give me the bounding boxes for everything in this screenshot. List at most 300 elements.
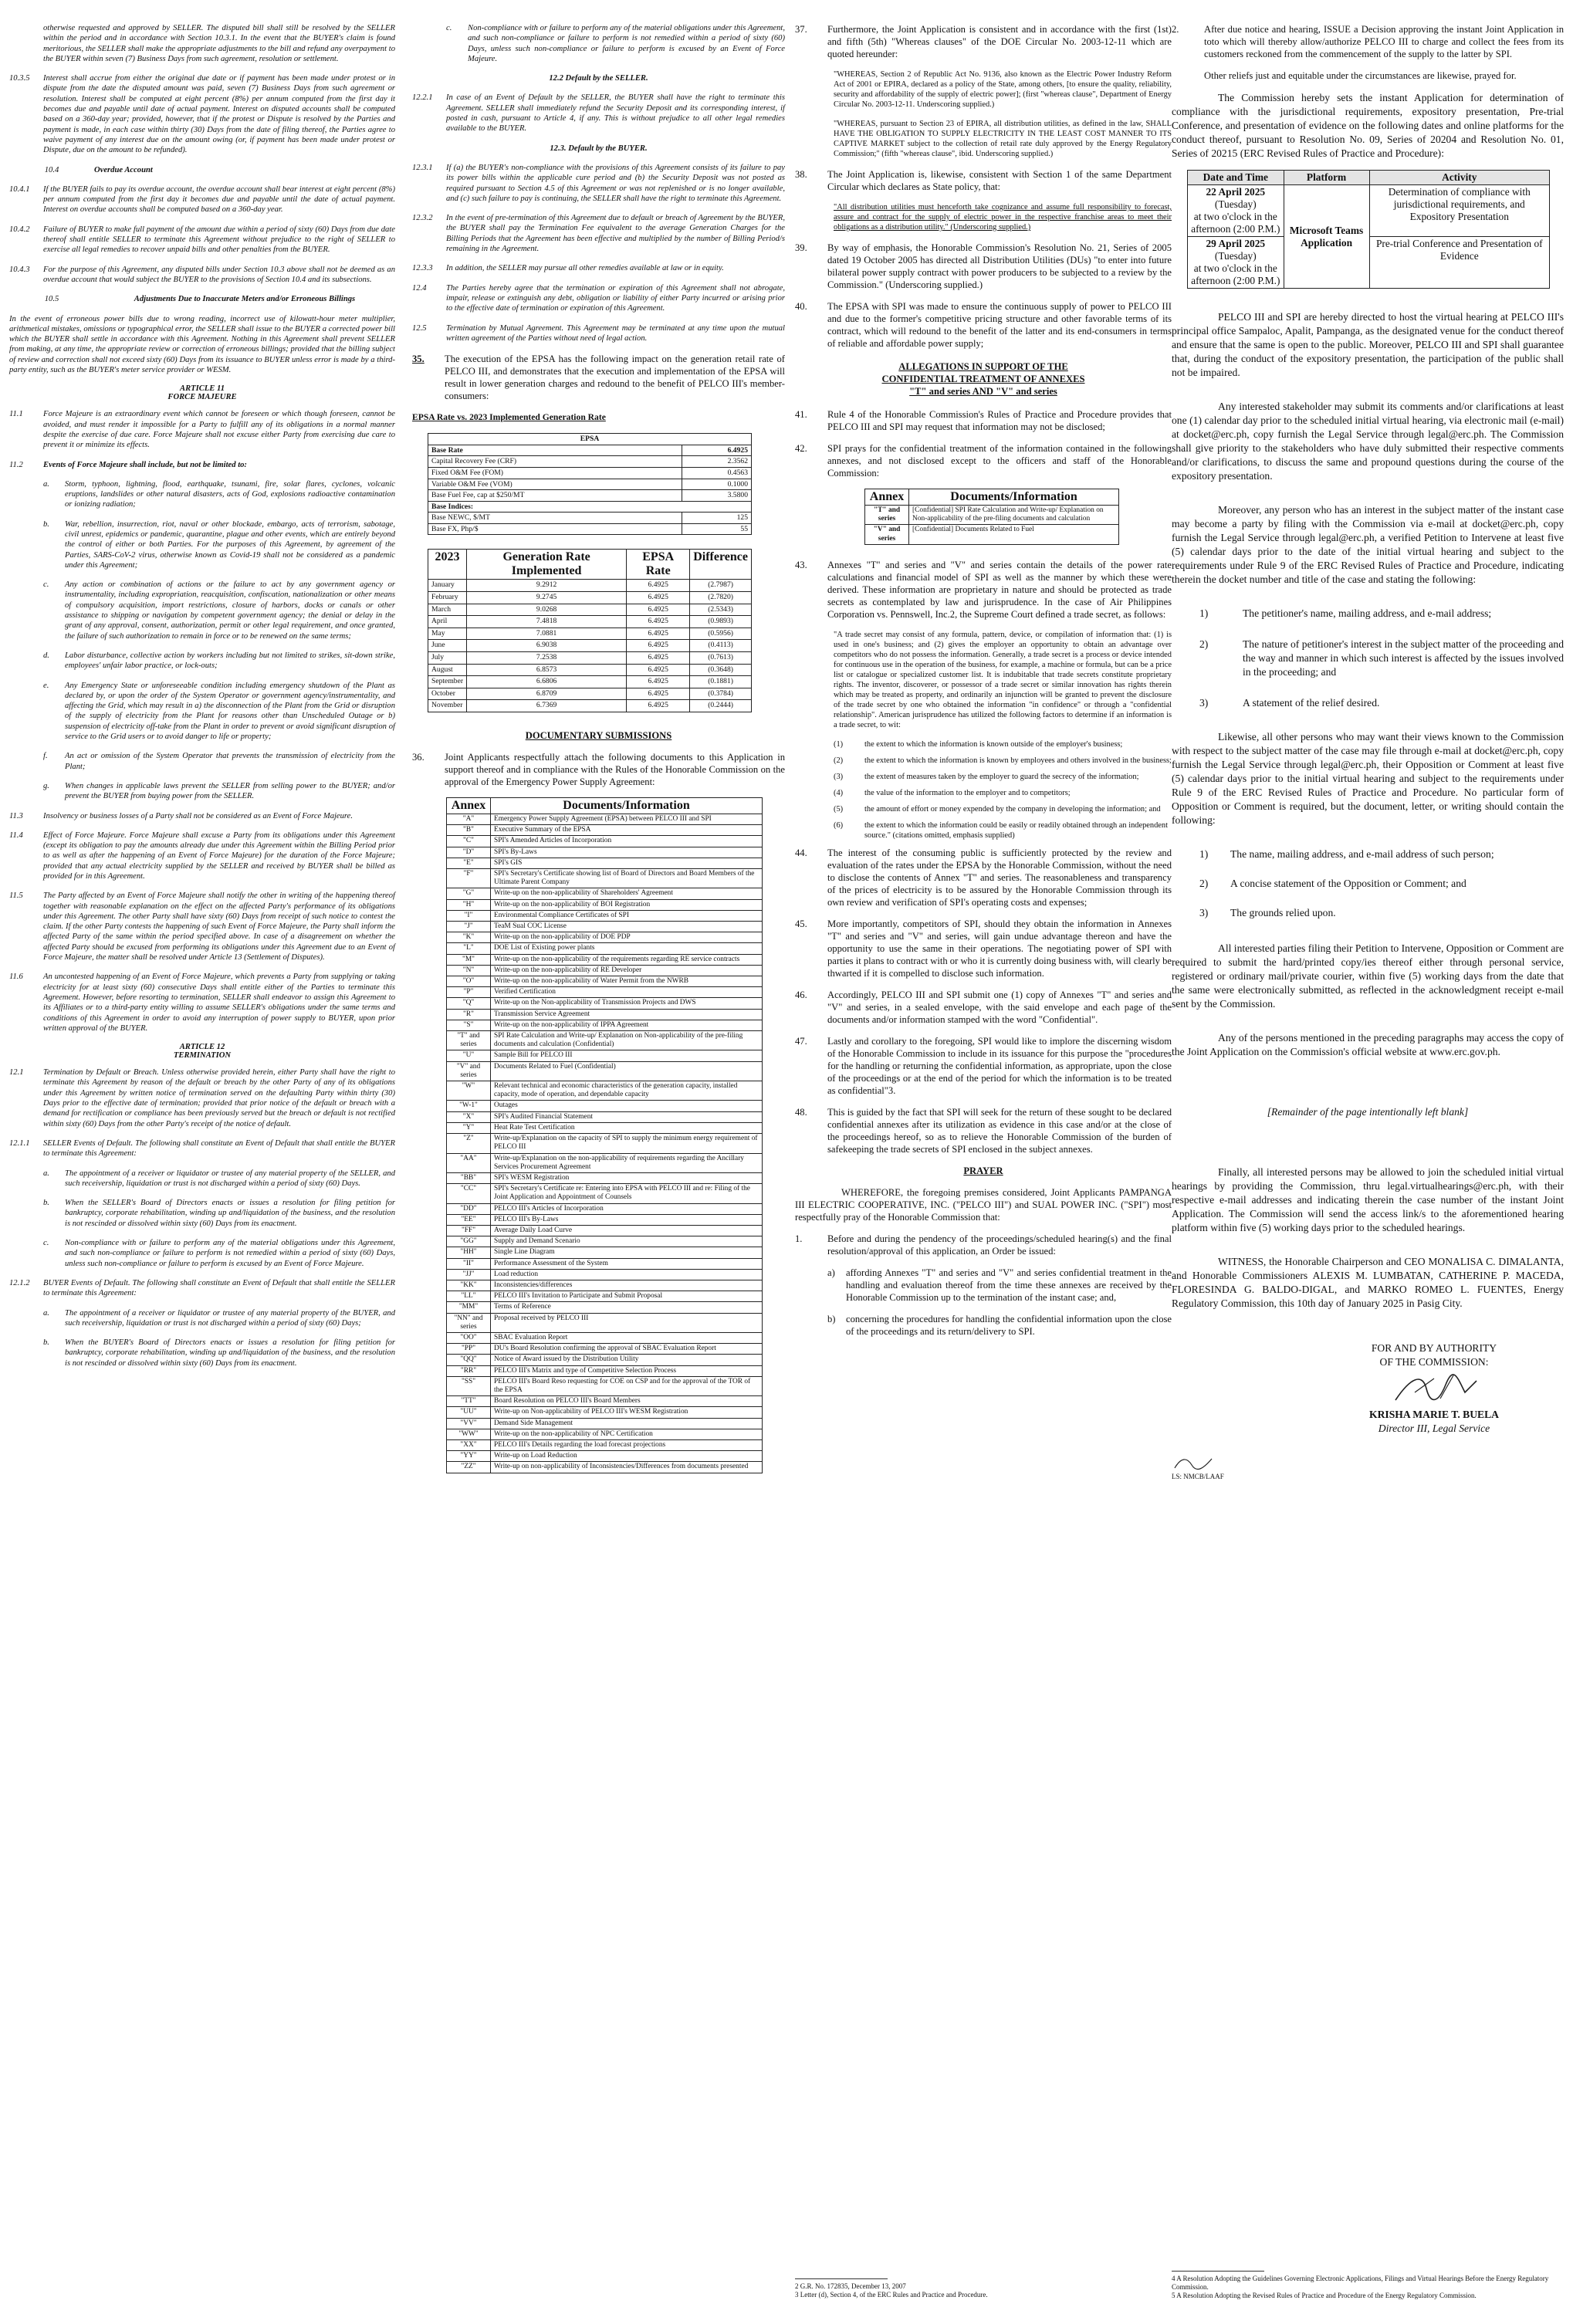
table-cell: "EE"	[447, 1214, 491, 1225]
table-cell: 6.4925	[627, 580, 690, 592]
table-row	[447, 1291, 763, 1302]
table-cell: 6.4925	[627, 700, 690, 712]
table-row	[447, 888, 763, 899]
table-row	[447, 1236, 763, 1247]
table-cell: Single Line Diagram	[491, 1247, 763, 1258]
confidential-annex-table	[864, 489, 1119, 545]
paragraph-44: 44. The interest of the consuming public is sufficiently protected by the review and evaluation of the rates under the EPSA by the Honorable Commission, without the need to disclose the contents of Annex "T" and series. The reasonableness and transparency of the prices of electricity is to be assured by the Honorable Commission through its own review and verification of SPI's operating costs and expenses;	[795, 847, 1172, 908]
table-cell: "WW"	[447, 1429, 491, 1439]
table-row	[447, 1101, 763, 1111]
prayer-paragraph: WHEREFORE, the foregoing premises considered, Joint Applicants PAMPANGA III ELECTRIC COOPERATIVE, INC. ("PELCO III") and SUAL POWER INC. ("SPI") most respectfully pray of the Honorable Commission that:	[795, 1186, 1172, 1223]
list-item: c. Any action or combination of actions or the failure to act by any government agency or instrumentality, including expropriation, reacquisition, confiscation, nationalization or other means of compulsory acquisition, import restrictions, closure of harbors, docks or canals or other assistance to shipping or navigation by competent government agency; the denial or delay in the grant of any approval, consent, authorization, permit or other legal requirement, and once granted, the failure of such authorization to remain in force or to be renewed on the same terms;	[43, 580, 395, 641]
table-cell: "AA"	[447, 1153, 491, 1172]
table-cell: 6.4925	[627, 652, 690, 665]
table-cell: SPI's GIS	[491, 858, 763, 868]
heading-12-3: 12.3. Default by the BUYER.	[550, 144, 648, 153]
table-header-row	[865, 489, 1119, 506]
paragraph: All interested parties filing their Petition to Intervene, Opposition or Comment are required to submit the hard/printed copy/ies thereof either through personal service, registered or ordinary mail/private courier, within five (5) working days from the date that the same were electronically submitted, as reflected in the acknowledgment receipt e-mail sent by the Commission.	[1172, 942, 1564, 1010]
table-header: 2023	[428, 550, 467, 580]
table-row	[447, 1153, 763, 1172]
table-cell: "H"	[447, 899, 491, 910]
list-text: the extent of measures taken by the employer to guard the secrecy of the information;	[864, 772, 1139, 781]
signature-block: FOR AND BY AUTHORITY OF THE COMMISSION: KRISHA MARIE T. BUELA Director III, Legal Service	[1369, 1342, 1499, 1434]
table-row	[447, 1111, 763, 1122]
paragraph-41: 41. Rule 4 of the Honorable Commission's Rules of Practice and Procedure provides that PELCO III and SPI may request that information may not be disclosed;	[795, 409, 1172, 432]
paragraph: otherwise requested and approved by SELLER. The disputed bill shall still be resolved by the SELLER within the period and in accordance with Section 10.3.1. In the event that the BUYER's claim is found meritorious, the SELLER shall make the appropriate adjustments to the bill and refund any overpayment to the BUYER within seven (7) Business Days from such agreement, resolution or settlement.	[43, 24, 395, 63]
table-cell: Capital Recovery Fee (CRF)	[428, 456, 682, 468]
table-row	[447, 965, 763, 976]
heading-10-4: 10.4 Overdue Account	[44, 165, 153, 174]
table-cell: Base NEWC, $/MT	[428, 512, 682, 524]
table-row	[428, 652, 752, 665]
table-cell: "ZZ"	[447, 1462, 491, 1473]
table-row	[447, 943, 763, 954]
paragraph-45: 45. More importantly, competitors of SPI, should they obtain the information in Annexes "T" and series and "V" and series, will gain undue advantage thereon and have the opportunity to use the same in their operations. The negotiating power of SPI with parties it plans to contract with or who it is currently doing business with, will clearly be thwarted if it is compelled to disclose such information.	[795, 918, 1172, 979]
table-cell: "LL"	[447, 1291, 491, 1302]
table-cell: 6.4925	[627, 640, 690, 652]
table-row	[428, 688, 752, 700]
table-row	[447, 1269, 763, 1280]
table-row	[447, 1247, 763, 1258]
table-cell: 6.4925	[627, 628, 690, 640]
table-cell: "QQ"	[447, 1355, 491, 1365]
section-12-3-3: 12.3.3 In addition, the SELLER may pursue all other remedies available at law or in equity.	[412, 264, 724, 273]
table-cell: 7.4818	[467, 616, 627, 628]
table-cell: "FF"	[447, 1225, 491, 1236]
section-12-5: 12.5 Termination by Mutual Agreement. This Agreement may be terminated at any time upon the mutual written agreement of the Parties without need of legal action.	[412, 323, 785, 343]
epsa-table-title: EPSA Rate vs. 2023 Implemented Generation Rate	[412, 412, 606, 423]
table-cell: "Q"	[447, 998, 491, 1009]
table-cell: "K"	[447, 932, 491, 943]
table-row	[447, 922, 763, 932]
table-row	[447, 1407, 763, 1418]
table-row	[865, 525, 1119, 544]
table-cell: SPI's Secretary's Certificate showing list of Board of Directors and Board Members of the Ultimate Parent Company	[491, 869, 763, 888]
table-row	[428, 512, 752, 524]
table-cell: 6.4925	[627, 592, 690, 604]
table-header: Platform	[1284, 171, 1369, 185]
table-row	[447, 1396, 763, 1407]
paragraph-43: 43. Annexes "T" and series and "V" and series contain the details of the power rate calculations and financial model of SPI as well as the manner by which these were derived. These information are proprietary in nature and should be protected as trade secrets as contemplated by law and jurisprudence. In the case of Air Philippines Corporation vs. Pennswell, Inc.2, the Supreme Court defined a trade secret, as follows:	[795, 559, 1172, 620]
table-cell: "BB"	[447, 1172, 491, 1183]
list-item: g. When changes in applicable laws prevent the SELLER from selling power to the BUYER; and/or prevent the BUYER from buying power from the SELLER.	[43, 781, 395, 801]
table-row	[447, 1462, 763, 1473]
list-item	[834, 756, 1172, 766]
table-cell: (0.1881)	[690, 676, 752, 688]
table-row	[447, 910, 763, 921]
table-row	[428, 467, 752, 479]
list-item: 2) A concise statement of the Opposition or Comment; and	[1199, 878, 1466, 889]
table-cell: Write-up on the non-applicability of BOI Registration	[491, 899, 763, 910]
heading-12-2: 12.2 Default by the SELLER.	[549, 74, 648, 83]
footnote-divider	[795, 2278, 888, 2279]
table-cell: Pre-trial Conference and Presentation of Evidence	[1369, 237, 1549, 289]
section-12-3-1: 12.3.1 If (a) the BUYER's non-compliance with the provisions of this Agreement consists of its failure to pay its power bills within the applicable cure period and (b) the Security Deposit was not posted as required pursuant to Section 4.5 of this Agreement or was not replenished or is no longer available, and (c) such failure to pay is continuing, the SELLER shall have the right to terminate this Agreement.	[412, 163, 785, 203]
table-header: EPSA	[428, 434, 752, 445]
generation-rate-table	[428, 549, 752, 712]
list-text: the value of the information to the employer and to competitors;	[864, 788, 1071, 797]
table-row	[447, 1313, 763, 1332]
table-cell: "V" and series	[865, 525, 909, 544]
article-11-heading: ARTICLE 11 FORCE MAJEURE	[167, 384, 237, 402]
table-cell: 0.1000	[682, 479, 752, 490]
table-cell: "J"	[447, 922, 491, 932]
table-row	[447, 1258, 763, 1269]
table-cell: 6.4925	[627, 616, 690, 628]
table-cell: Determination of compliance with jurisdictional requirements, and Expository Presentation	[1369, 185, 1549, 237]
list-text: the extent to which the information is known by employees and others involved in the business;	[864, 756, 1172, 765]
section-10-4-1: 10.4.1 If the BUYER fails to pay its overdue account, the overdue account shall bear interest at eight percent (8%) per annum computed from the first day it becomes due and payable until the date of actual payment. Interest on overdue accounts shall be computed based on a 360-day year.	[9, 184, 395, 215]
table-cell: "JJ"	[447, 1269, 491, 1280]
table-cell: Performance Assessment of the System	[491, 1258, 763, 1269]
table-row	[447, 1439, 763, 1450]
table-cell: SPI Rate Calculation and Write-up/ Explanation on Non-applicability of the pre-filing documents and calculation (Confidential)	[491, 1031, 763, 1050]
table-row	[428, 580, 752, 592]
table-row	[447, 1050, 763, 1061]
list-number: (6)	[834, 820, 844, 830]
table-cell: Write-up/Explanation on the capacity of SPI to supply the minimum energy requirement of PELCO III	[491, 1134, 763, 1153]
epsa-rate-table	[428, 433, 752, 535]
table-cell: "NN" and series	[447, 1313, 491, 1332]
table-row	[447, 954, 763, 965]
table-header: Difference	[690, 550, 752, 580]
table-row	[447, 1376, 763, 1395]
table-row	[428, 523, 752, 535]
table-cell: 22 April 2025 (Tuesday) at two o'clock in the afternoon (2:00 P.M.)	[1188, 185, 1284, 237]
table-cell: "PP"	[447, 1344, 491, 1355]
table-cell: Executive Summary of the EPSA	[491, 825, 763, 836]
table-cell: Write-up/Explanation on the non-applicability of requirements regarding the Ancillary Services Procurement Agreement	[491, 1153, 763, 1172]
quote: "WHEREAS, pursuant to Section 23 of EPIRA, all distribution utilities, as defined in the law, SHALL HAVE THE OBLIGATION TO SUPPLY ELECTRICITY IN THE LEAST COST MANNER TO ITS CAPTIVE MARKET subject to the collection of retail rate duly approved by the Energy Regulatory Commission;" (fifth "whereas clause", ibid. Underscoring supplied.)	[834, 120, 1172, 158]
section-10-4-3: 10.4.3 For the purpose of this Agreement, any disputed bills under Section 10.3 above shall not be deemed as an overdue account that would subject the BUYER to the provisions of Section 10.4 and its subsections.	[9, 265, 395, 284]
table-cell: Environmental Compliance Certificates of SPI	[491, 910, 763, 921]
paragraph-42: 42. SPI prays for the confidential treatment of the information contained in the following annexes, and not disclosed except to the officers and staff of the Honorable Commission:	[795, 443, 1172, 479]
paragraph-36: 36. Joint Applicants respectfully attach the following documents to this Application in support thereof and in compliance with the Rules of the Honorable Commission on the approval of the Emergency Power Supply Agreement:	[412, 752, 785, 787]
table-cell: Write-up on the non-applicability of Water Permit from the NWRB	[491, 976, 763, 987]
quote: "All distribution utilities must henceforth take cognizance and assume full responsibility to forecast, assure and contract for the supply of electric power in the respective franchise areas to meet their obligations as a distribution utility." (Underscoring supplied.)	[834, 203, 1172, 232]
table-cell: "SS"	[447, 1376, 491, 1395]
table-cell: Emergency Power Supply Agreement (EPSA) between PELCO III and SPI	[491, 814, 763, 825]
table-cell: Transmission Service Agreement	[491, 1009, 763, 1020]
table-cell: SPI's Audited Financial Statement	[491, 1111, 763, 1122]
section-12-2-1: 12.2.1 In case of an Event of Default by the SELLER, the BUYER shall have the right to terminate this Agreement. SELLER shall immediately refund the Security Deposit and its corresponding interest, if posted in cash, pursuant to Article 4, if any. This is without prejudice to all other legal remedies available to the BUYER.	[412, 93, 785, 134]
list-item: 3) The grounds relied upon.	[1199, 907, 1336, 918]
column-1	[9, 23, 395, 1378]
allegations-heading: ALLEGATIONS IN SUPPORT OF THE CONFIDENTIAL TREATMENT OF ANNEXES "T" and series AND "V" and series	[881, 361, 1085, 397]
table-cell: Write-up on the non-applicability of the requirements regarding RE service contracts	[491, 954, 763, 965]
table-header: Documents/Information	[491, 798, 763, 814]
table-cell: Microsoft Teams Application	[1284, 185, 1369, 289]
table-row	[447, 858, 763, 868]
table-row	[447, 1332, 763, 1343]
table-cell: SPI's Secretary's Certificate re: Entering into EPSA with PELCO III and re: Filing of the Joint Application and Appointment of Counsels	[491, 1184, 763, 1203]
list-item: b. When the BUYER's Board of Directors enacts or issues a resolution for filing petition for bankruptcy, corporate rehabilitation, winding up and/liquidation of the business, and the resolution is not rescinded or dissolved within sixty (60) Days from its enactment.	[43, 1338, 395, 1368]
table-cell: Base Rate	[428, 445, 682, 456]
paragraph: Any of the persons mentioned in the preceding paragraphs may access the copy of the Joint Application on the Commission's official website at www.erc.gov.ph.	[1172, 1032, 1564, 1057]
table-cell: Write-up on non-applicability of Inconsistencies/Differences from documents presented	[491, 1462, 763, 1473]
footnote-divider	[1172, 2271, 1264, 2272]
table-row	[447, 932, 763, 943]
table-cell: (0.5956)	[690, 628, 752, 640]
table-cell: Outages	[491, 1101, 763, 1111]
table-row	[447, 1302, 763, 1313]
table-row	[447, 976, 763, 987]
prayer-item-a: a) affording Annexes "T" and series and "V" and series confidential treatment in the handling and evaluation thereof from the time these annexes are received by the Honorable Commission up to the termination of the instant case; and,	[827, 1267, 1172, 1303]
table-row	[447, 899, 763, 910]
footnotes-col3	[795, 2275, 1165, 2299]
table-cell: "P"	[447, 987, 491, 998]
prayer-item-b: b) concerning the procedures for handling the confidential information upon the close of the proceedings and its return/delivery to SPI.	[827, 1313, 1172, 1337]
paragraph-38: 38. The Joint Application is, likewise, consistent with Section 1 of the same Department Circular which declares as State policy, that:	[795, 169, 1172, 192]
table-cell: January	[428, 580, 467, 592]
table-cell: Base Fuel Fee, cap at $250/MT	[428, 490, 682, 502]
table-header: Documents/Information	[909, 489, 1119, 506]
footnote-5: 5 A Resolution Adopting the Revised Rules of Practice and Procedure of the Energy Regulatory Commission.	[1172, 2292, 1477, 2299]
list-item: 3) A statement of the relief desired.	[1199, 697, 1380, 709]
table-cell: (0.7613)	[690, 652, 752, 665]
table-row	[865, 506, 1119, 525]
list-item	[834, 772, 1172, 782]
table-cell: "X"	[447, 1111, 491, 1122]
table-cell: (2.7820)	[690, 592, 752, 604]
table-row	[447, 1020, 763, 1030]
table-row	[428, 490, 752, 502]
table-row	[428, 628, 752, 640]
table-cell: August	[428, 664, 467, 676]
table-cell: "UU"	[447, 1407, 491, 1418]
table-row	[447, 847, 763, 858]
table-cell: Proposal received by PELCO III	[491, 1313, 763, 1332]
table-row	[447, 1355, 763, 1365]
table-cell: "M"	[447, 954, 491, 965]
table-cell: "TT"	[447, 1396, 491, 1407]
table-cell: 6.4925	[627, 664, 690, 676]
initials-signature	[1172, 1456, 1218, 1471]
table-cell: 9.2745	[467, 592, 627, 604]
table-cell: 7.0881	[467, 628, 627, 640]
table-row	[447, 1009, 763, 1020]
table-cell: March	[428, 604, 467, 616]
table-cell: Documents Related to Fuel (Confidential)	[491, 1061, 763, 1081]
table-cell: DOE List of Existing power plants	[491, 943, 763, 954]
table-cell: "N"	[447, 965, 491, 976]
heading-10-5: 10.5 Adjustments Due to Inaccurate Meters and/or Erroneous Billings	[44, 295, 356, 304]
table-cell: PELCO III's Board Reso requesting for COE on CSP and for the approval of the TOR of the EPSA	[491, 1376, 763, 1395]
list-item: 2) The nature of petitioner's interest in the subject matter of the proceeding and the way and manner in which such interest is affected by the issues involved in the proceeding; and	[1199, 638, 1564, 678]
table-cell: Write-up on Load Reduction	[491, 1451, 763, 1462]
table-cell: "Z"	[447, 1134, 491, 1153]
table-cell: (0.3648)	[690, 664, 752, 676]
table-cell: PELCO III's Invitation to Participate and Submit Proposal	[491, 1291, 763, 1302]
section-11-2: 11.2 Events of Force Majeure shall include, but not be limited to:	[9, 460, 247, 469]
table-cell: "KK"	[447, 1280, 491, 1291]
table-cell: (0.3784)	[690, 688, 752, 700]
table-cell: "C"	[447, 836, 491, 847]
table-row	[447, 1225, 763, 1236]
witness-paragraph: WITNESS, the Honorable Chairperson and CEO MONALISA C. DIMALANTA, and Honorable Commissioners ALEXIS M. LUMBATAN, CATHERINE P. MACEDA, FLORESINDA G. BALDO-DIGAL, and MARKO ROMEO L. FUENTES, Energy Regulatory Commission, this 10th day of January 2025 in Pasig City.	[1172, 1256, 1564, 1309]
table-cell: SPI's By-Laws	[491, 847, 763, 858]
annex-table	[446, 797, 763, 1473]
table-cell: "YY"	[447, 1451, 491, 1462]
documentary-submissions-heading: DOCUMENTARY SUBMISSIONS	[525, 730, 672, 741]
section-11-5: 11.5 The Party affected by an Event of Force Majeure shall notify the other in writing of the happening thereof together with reasonable explanation on the effect on the affected Party's performance of its obligations under this Agreement. The other Party shall have sixty (60) Days from receipt of such notice to contest the claim. If the other Party contests the happening of such Event of Force Majeure, the Party shall inform the affected Party of the same within the period specified above. In case of a disagreement on whether the affected Party should be excused from performing its obligations under this Agreement due to an Event of Force Majeure, the matter shall be resolved under Article 13 (Settlement of Disputes).	[9, 891, 395, 962]
article-12-heading: ARTICLE 12 TERMINATION	[173, 1043, 232, 1061]
table-cell: Write-up on the non-applicability of NPC Certification	[491, 1429, 763, 1439]
table-cell: 6.7369	[467, 700, 627, 712]
list-number: (3)	[834, 772, 844, 781]
list-number: (2)	[834, 756, 844, 765]
table-cell: "Y"	[447, 1122, 491, 1133]
table-row	[447, 987, 763, 998]
table-cell: Write-up on the non-applicability of Shareholders' Agreement	[491, 888, 763, 899]
list-item: b. When the SELLER's Board of Directors enacts or issues a resolution for filing petition for bankruptcy, corporate rehabilitation, winding up and/liquidation of the business, and the resolution is not rescinded or dissolved within sixty (60) Days from its enactment.	[43, 1199, 395, 1228]
footnotes-col4	[1172, 2268, 1558, 2300]
blank-notice: [Remainder of the page intentionally left blank]	[1267, 1106, 1469, 1118]
table-cell: [Confidential] SPI Rate Calculation and Write-up/ Explanation on Non-applicability of the pre-filing documents and calculation	[909, 506, 1119, 525]
table-cell: Variable O&M Fee (VOM)	[428, 479, 682, 490]
list-item: c. Non-compliance with or failure to perform any of the material obligations under this Agreement, and such non-compliance or failure to perform is not remedied within a period of sixty (60) Days, unless such non-compliance or failure to perform is excused by an Event of Force Majeure.	[43, 1239, 395, 1268]
table-row	[447, 1429, 763, 1439]
section-12-1: 12.1 Termination by Default or Breach. Unless otherwise provided herein, either Party shall have the right to terminate this Agreement by reason of the default or breach by the other Party of any of its obligations under this Agreement by written notice of termination served on the defaulting Party within thirty (30) Days prior to the effective date of termination; provided that prior notice of the default or breach with a demand for rectification or compliance has been previously served but the breach or default is not rectified within sixty (60) Days from the other Party's receipt of the notice of default.	[9, 1068, 395, 1128]
table-header: Annex	[865, 489, 909, 506]
paragraph: Moreover, any person who has an interest in the subject matter of the instant case may become a party by filing with the Commission via e-mail at docket@erc.ph, copy furnish the Legal Service through legal@erc.ph, a verified Petition to Intervene at least five (5) calendar days prior to the date of the initial virtual hearing and subject to the requirements under Rule 9 of the ERC Revised Rules of Practice and Procedure, indicating therein the docket number and title of the case and stating the following:	[1172, 504, 1564, 585]
table-cell: 0.4563	[682, 467, 752, 479]
prayer-heading: PRAYER	[963, 1165, 1003, 1176]
table-cell: (2.5343)	[690, 604, 752, 616]
table-row	[447, 1365, 763, 1376]
table-row	[447, 998, 763, 1009]
table-row	[447, 1214, 763, 1225]
table-cell: 6.9038	[467, 640, 627, 652]
list-item: a. The appointment of a receiver or liquidator or trustee of any material property of the BUYER, and such receivership, liquidation or trust is not discharged within a period of sixty (60) Days;	[43, 1308, 395, 1328]
paragraph-47: 47. Lastly and corollary to the foregoing, SPI would like to implore the discerning wisdom of the Honorable Commission to include in its issuance for this purpose the "procedures for the handling or returning the confidential information, as appropriate, upon the close of the proceedings or at the end of the period for which the information is to be treated as confidential"3.	[795, 1035, 1172, 1096]
table-cell: "GG"	[447, 1236, 491, 1247]
table-cell: Heat Rate Test Certification	[491, 1122, 763, 1133]
list-number: (4)	[834, 788, 844, 797]
paragraph: The Commission hereby sets the instant Application for determination of compliance with the jurisdictional requirements, expository presentation, Pre-trial Conference, and presentation of evidence on the following dates and online platforms for the conduct thereof, pursuant to Resolution No. 09, Series of 20204 and Resolution No. 01, Series of 20215 (ERC Revised Rules of Practice and Procedure):	[1172, 92, 1564, 159]
table-cell: Write-up on the non-applicability of RE Developer	[491, 965, 763, 976]
paragraph-48: 48. This is guided by the fact that SPI will seek for the return of these sought to be declared confidential annexes after its utilization as evidence in this case and/or at the close of the proceedings hereof, so as to relieve the Honorable Commission of the burden of safekeeping the trade secrets of SPI enclosed in the subject annexes.	[795, 1106, 1172, 1155]
table-cell: October	[428, 688, 467, 700]
paragraph: Any interested stakeholder may submit its comments and/or clarifications at least one (1) calendar day prior to the scheduled initial virtual hearing, via electronic mail (e-mail) at docket@erc.ph, copy furnish the Legal Service through legal@erc.ph. The Commission shall give priority to the stakeholders who have duly submitted their respective comments and/or clarifications, to discuss the same and propound questions during the course of the expository presentation.	[1172, 401, 1564, 482]
factor-list	[795, 739, 1172, 841]
table-cell: "VV"	[447, 1418, 491, 1429]
quote: "WHEREAS, Section 2 of Republic Act No. 9136, also known as the Electric Power Industry Reform Act of 2001 or EPIRA, declared as a policy of the State, among others, [to ensure the quality, reliability, security and affordability of the supply of electric power]; (first "whereas clause", Department of Energy Circular No. 2003-12-11. Underscoring supplied.)	[834, 70, 1172, 109]
table-cell: 9.2912	[467, 580, 627, 592]
table-row	[428, 700, 752, 712]
table-cell: Inconsistencies/differences	[491, 1280, 763, 1291]
table-cell: "OO"	[447, 1332, 491, 1343]
table-cell: "W"	[447, 1081, 491, 1101]
table-cell: "W-1"	[447, 1101, 491, 1111]
section-12-1-1: 12.1.1 SELLER Events of Default. The following shall constitute an Event of Default that shall entitle the BUYER to terminate this Agreement:	[9, 1138, 395, 1159]
table-row	[428, 664, 752, 676]
table-header: Annex	[447, 798, 491, 814]
list-item	[834, 820, 1172, 841]
table-row	[447, 1061, 763, 1081]
table-row	[428, 676, 752, 688]
table-cell: "HH"	[447, 1247, 491, 1258]
table-cell: 6.6806	[467, 676, 627, 688]
table-cell: "V" and series	[447, 1061, 491, 1081]
table-cell: Supply and Demand Scenario	[491, 1236, 763, 1247]
footnote-4: 4 A Resolution Adopting the Guidelines Governing Electronic Applications, Filings and Virtual Hearings Before the Energy Regulatory Commission.	[1172, 2275, 1549, 2291]
table-cell: PELCO III's Matrix and type of Competitive Selection Process	[491, 1365, 763, 1376]
list-text: the amount of effort or money expended by the company in developing the information; and	[864, 804, 1161, 814]
table-cell: [Confidential] Documents Related to Fuel	[909, 525, 1119, 544]
table-row	[428, 592, 752, 604]
list-text: the extent to which the information is known outside of the employer's business;	[864, 739, 1123, 749]
prayer-item-2: 2. After due notice and hearing, ISSUE a Decision approving the instant Joint Application in toto which will thereby allow/authorize PELCO III to charge and collect the fees from its customers reckoned from the commencement of the supply to the latter by SPI.	[1172, 24, 1564, 59]
hearing-schedule-table	[1187, 170, 1550, 289]
table-cell: (0.2444)	[690, 700, 752, 712]
table-cell: Write-up on the non-applicability of DOE PDP	[491, 932, 763, 943]
table-cell: Sample Bill for PELCO III	[491, 1050, 763, 1061]
table-cell: Write-up on the Non-applicability of Transmission Projects and DWS	[491, 998, 763, 1009]
table-cell: "B"	[447, 825, 491, 836]
table-cell: September	[428, 676, 467, 688]
table-cell: "T" and series	[447, 1031, 491, 1050]
list-item: f. An act or omission of the System Operator that prevents the transmission of electricity from the Plant;	[43, 752, 395, 771]
list-text: the extent to which the information could be easily or readily obtained through an independent source." (citations omitted, emphasis supplied)	[864, 820, 1168, 840]
table-cell: "D"	[447, 847, 491, 858]
table-row	[447, 825, 763, 836]
table-cell: Write-up on the non-applicability of IPPA Agreement	[491, 1020, 763, 1030]
table-cell: June	[428, 640, 467, 652]
list-item	[834, 788, 1172, 798]
table-row	[428, 479, 752, 490]
paragraph-40: 40. The EPSA with SPI was made to ensure the continuous supply of power to PELCO III and due to the former's competitive pricing structure and other favorable terms of its contract, which will redound to the benefit of the latter and its end-consumers in terms of reliable and affordable power supply;	[795, 301, 1172, 349]
table-row	[428, 616, 752, 628]
table-cell: May	[428, 628, 467, 640]
section-11-3: 11.3 Insolvency or business losses of a Party shall not be considered as an Event of Force Majeure.	[9, 811, 354, 820]
table-cell: "U"	[447, 1050, 491, 1061]
table-cell: "R"	[447, 1009, 491, 1020]
table-row	[428, 604, 752, 616]
table-cell: 6.8709	[467, 688, 627, 700]
table-header: EPSA Rate	[627, 550, 690, 580]
table-cell: July	[428, 652, 467, 665]
table-cell: Write-up on Non-applicability of PELCO III's WESM Registration	[491, 1407, 763, 1418]
table-row	[447, 1451, 763, 1462]
paragraph-46: 46. Accordingly, PELCO III and SPI submit one (1) copy of Annexes "T" and series and "V" and series, in a sealed envelope, with the said envelope and each page of the documents and/or information stamped with the word "Confidential".	[795, 989, 1172, 1025]
signature-image	[1380, 1369, 1488, 1408]
table-cell: Relevant technical and economic characteristics of the generation capacity, installed capacity, mode of operation, and dependable capacity	[491, 1081, 763, 1101]
section-11-1: 11.1 Force Majeure is an extraordinary event which cannot be foreseen or which though foreseen, cannot be avoided, and must render it impossible for a Party to fulfill any of its obligations in a normal manner despite the exercise of due care. Force Majeure shall not excuse either Party from exercising due care to prevent it or minimize its effects.	[9, 410, 395, 450]
table-cell: April	[428, 616, 467, 628]
table-cell: "XX"	[447, 1439, 491, 1450]
table-cell: "O"	[447, 976, 491, 987]
paragraph: Likewise, all other persons who may want their views known to the Commission with respect to the subject matter of the case may file through e-mail at docket@erc.ph, copy furnish the Legal Service through legal@erc.ph, their Opposition or Comment at least five (5) calendar days prior to the initial virtual hearing and subject to the requirements under Rule 9 of the ERC Revised Rules of Practice and Procedure. No particular form of Opposition or Comment is required, but the document, letter, or writing should contain the following:	[1172, 731, 1564, 826]
table-cell: DU's Board Resolution confirming the approval of SBAC Evaluation Report	[491, 1344, 763, 1355]
section-11-6: 11.6 An uncontested happening of an Event of Force Majeure, which prevents a Party from supplying or taking electricity for at least sixty (60) consecutive Days shall entitle either of the Parties to terminate this Agreement. However, before resorting to termination, SELLER shall endeavor to assign this Agreement to its Affiliates or to a third-party entity willing to assume SELLER's obligations under the same terms and conditions of this Agreement in order to avoid any interruption of power supply to BUYER, upon prior written approval of the BUYER.	[9, 973, 395, 1033]
table-cell: SPI's Amended Articles of Incorporation	[491, 836, 763, 847]
table-cell: Average Daily Load Curve	[491, 1225, 763, 1236]
section-10-3-5: 10.3.5 Interest shall accrue from either the original due date or if payment has been made under protest or in dispute from the date the disputed amount was paid, seven (7) Business Days from such agreement or resolution. Interest shall be computed at eight percent (8%) per annum computed from the first day it becomes due and payable until date of actual payment. Interest on disputed accounts shall be computed based on a 360-day year; provided, however, that if the protest or Dispute is resolved by the Parties and payment is made, in each case within thirty (30) Days from the date of filing thereof, the Parties agree to waive payment of any interest due on the amount owing (or, if payment has been made under protest or Dispute, due on the amount to be refunded).	[9, 74, 395, 155]
initials-block: LS: NMCB/LAAF	[1172, 1456, 1564, 1480]
table-cell: PELCO III's By-Laws	[491, 1214, 763, 1225]
table-cell: 6.4925	[627, 688, 690, 700]
paragraph-35: 35. The execution of the EPSA has the following impact on the generation retail rate of PELCO III, and demonstrates that the execution and implementation of the EPSA will result in lower generation charges and redound to the benefit of PELCO III's member-consumers:	[412, 354, 785, 402]
list-item: e. Any Emergency State or unforeseeable condition including emergency shutdown of the Plant as declared by, or upon the order of the System Operator or government agency/instrumentality, and affecting the Grid, which may result in a) the disconnection of the Plant from the Grid or disruption of the supply of electricity from the Plant for reasons other than Unscheduled Outage or b) suspension of electricity off-take from the Plant in order to prevent or avoid significant disruption of service to the Grid users or to avoid danger to life or property;	[43, 681, 395, 742]
list-item: c. Non-compliance with or failure to perform any of the material obligations under this Agreement, and such non-compliance or failure to perform is not remedied within a period of sixty (60) Days, unless such non-compliance or failure to perform is excused by an Event of Force Majeure.	[446, 24, 785, 63]
table-cell: Notice of Award issued by the Distribution Utility	[491, 1355, 763, 1365]
table-row	[447, 1081, 763, 1101]
table-cell: Base Indices:	[428, 501, 752, 512]
table-row	[447, 1280, 763, 1291]
table-cell: "DD"	[447, 1203, 491, 1214]
table-row	[447, 814, 763, 825]
